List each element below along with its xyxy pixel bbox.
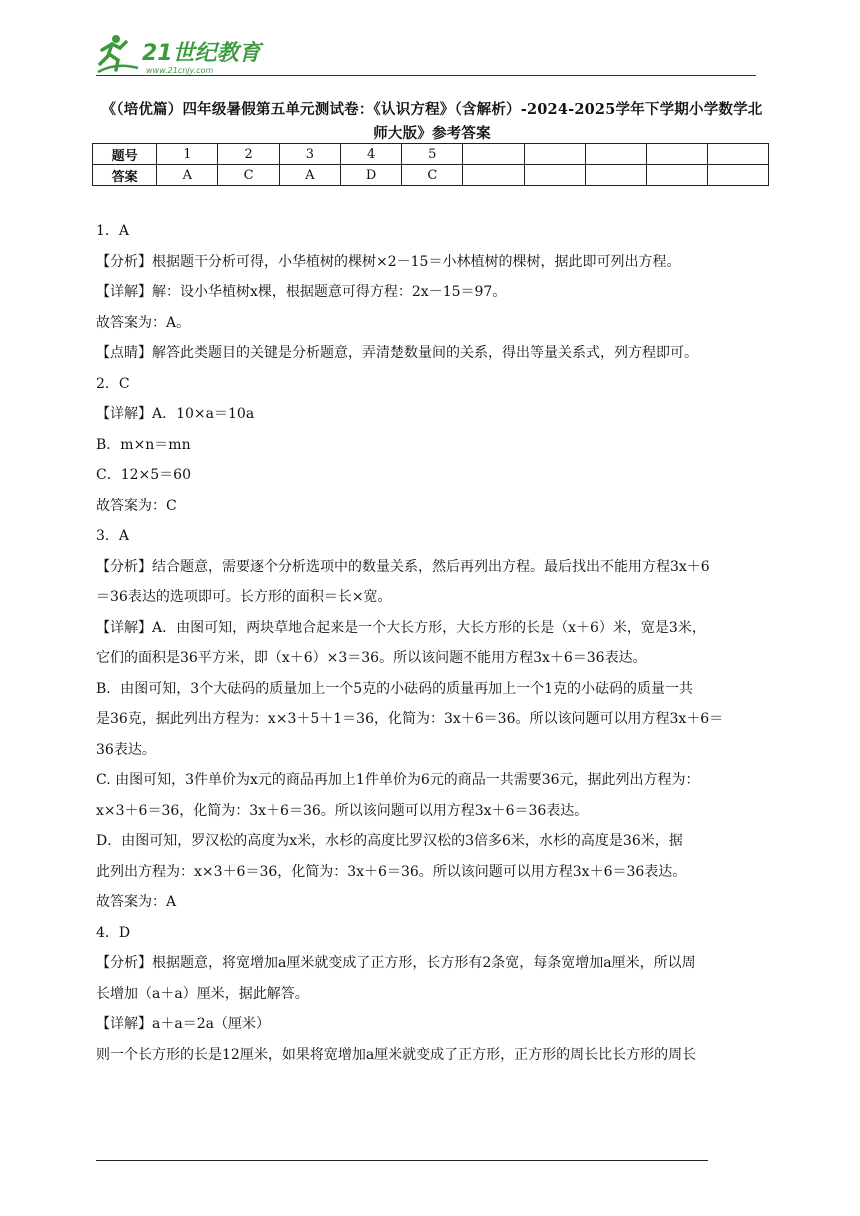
text-line: ＝36表达的选项即可。长方形的面积＝长×宽。 xyxy=(96,589,392,605)
table-cell: 2 xyxy=(218,144,279,165)
page-header xyxy=(96,30,756,78)
table-cell xyxy=(646,165,707,186)
table-cell xyxy=(707,144,768,165)
table-cell: 3 xyxy=(279,144,340,165)
table-cell xyxy=(463,144,524,165)
text-line: 故答案为：C xyxy=(96,497,177,514)
table-cell xyxy=(524,165,585,186)
text-line: 【详解】A．10×a＝10a xyxy=(96,406,255,422)
table-row-answers xyxy=(93,165,769,186)
text-line: C. 由图可知，3件单价为x元的商品再加上1件单价为6元的商品一共需要36元，据此列出方程为： xyxy=(96,772,700,788)
text-line: 【分析】结合题意，需要逐个分析选项中的数量关系，然后再列出方程。最后找出不能用方程3x＋6 xyxy=(96,558,710,575)
text-line: 4．D xyxy=(96,924,131,941)
text-line: 【点睛】解答此类题目的关键是分析题意，弄清楚数量间的关系，得出等量关系式，列方程即可。 xyxy=(96,345,698,361)
text-line: C．12×5＝60 xyxy=(96,467,191,483)
table-cell: 1 xyxy=(157,144,218,165)
text-line: 36表达。 xyxy=(96,741,156,758)
text-line: 故答案为：A xyxy=(96,894,177,910)
text-line: 3．A xyxy=(96,528,130,544)
svg-text:www.21cnjy.com: www.21cnjy.com xyxy=(146,66,214,75)
header-rule xyxy=(96,75,756,76)
text-line: 【分析】根据题意，将宽增加a厘米就变成了正方形，长方形有2条宽，每条宽增加a厘米，所以周 xyxy=(96,955,696,971)
svg-text:21世纪教育: 21世纪教育 xyxy=(142,41,261,66)
table-cell xyxy=(646,144,707,165)
row-label: 题号 xyxy=(93,144,157,165)
text-line: 1．A xyxy=(96,223,130,239)
footer-rule xyxy=(96,1160,708,1161)
table-cell: C xyxy=(402,165,463,186)
table-cell xyxy=(585,144,646,165)
text-line: B．m×n＝mn xyxy=(96,436,191,453)
text-line: 2．C xyxy=(96,375,130,392)
answer-explanations xyxy=(96,216,766,1070)
text-line: 【详解】A．由图可知，两块草地合起来是一个大长方形，大长方形的长是（x＋6）米，宽是3米， xyxy=(96,619,706,636)
text-line: 【分析】根据题干分析可得，小华植树的棵树×2－15＝小林植树的棵树，据此即可列出方程。 xyxy=(96,253,681,270)
text-line: 它们的面积是36平方米，即（x＋6）×3＝36。所以该问题不能用方程3x＋6＝36表达。 xyxy=(96,650,647,666)
table-cell xyxy=(585,165,646,186)
text-line: D．由图可知，罗汉松的高度为x米，水杉的高度比罗汉松的3倍多6米，水杉的高度是36米，据 xyxy=(96,833,683,849)
text-line: 故答案为：A。 xyxy=(96,314,191,331)
text-line: x×3＋6＝36，化简为：3x＋6＝36。所以该问题可以用方程3x＋6＝36表达。 xyxy=(96,802,589,819)
text-line: 长增加（a＋a）厘米，据此解答。 xyxy=(96,985,309,1002)
table-cell: 4 xyxy=(340,144,401,165)
logo xyxy=(96,30,266,78)
table-cell xyxy=(463,165,524,186)
text-line: B．由图可知，3个大砝码的质量加上一个5克的小砝码的质量再加上一个1克的小砝码的质量一共 xyxy=(96,680,694,697)
text-line: 此列出方程为：x×3＋6＝36，化简为：3x＋6＝36。所以该问题可以用方程3x＋6＝36表达。 xyxy=(96,863,687,880)
text-line: 【详解】a＋a＝2a（厘米） xyxy=(96,1016,270,1032)
text-line: 则一个长方形的长是12厘米，如果将宽增加a厘米就变成了正方形，正方形的周长比长方形的周长 xyxy=(96,1046,697,1063)
text-line: 【详解】解：设小华植树x棵，根据题意可得方程：2x－15＝97。 xyxy=(96,284,507,300)
table-cell: C xyxy=(218,165,279,186)
answer-table xyxy=(92,143,769,186)
text-line: 是36克，据此列出方程为：x×3＋5＋1＝36，化简为：3x＋6＝36。所以该问题可以用方程3x＋6＝ xyxy=(96,711,724,727)
table-cell: D xyxy=(340,165,401,186)
table-cell xyxy=(524,144,585,165)
table-cell: 5 xyxy=(402,144,463,165)
table-cell: A xyxy=(279,165,340,186)
table-row-numbers xyxy=(93,144,769,165)
table-cell: A xyxy=(157,165,218,186)
document-title: 《（培优篇）四年级暑假第五单元测试卷：《认识方程》（含解析）-2024-2025学年下学期小学数学北师大版》参考答案 xyxy=(101,101,763,142)
table-cell xyxy=(707,165,768,186)
row-label: 答案 xyxy=(93,165,157,186)
runner-icon xyxy=(98,35,138,72)
